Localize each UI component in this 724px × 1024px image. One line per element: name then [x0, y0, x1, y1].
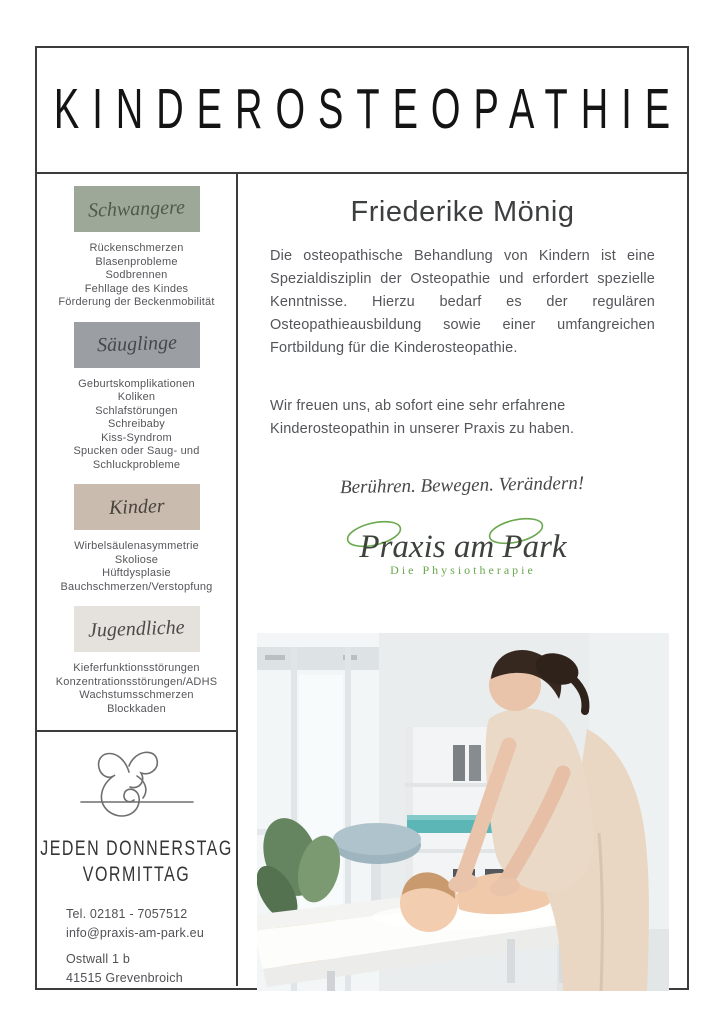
section-schwangere [37, 186, 236, 310]
list-item: Schreibaby [107, 418, 166, 430]
list-item: Koliken [117, 391, 156, 403]
section-list [37, 378, 236, 473]
schedule [37, 837, 236, 889]
section-list [37, 662, 236, 716]
intro-paragraph: Die osteopathische Behandlung von Kindern ist eine Spezialdisziplin der Osteopathie und erfordert spezielle Kenntnisse. Hierzu bedarf es der regulären Osteopathieausbildung sowie einer umfangreichen Fortbildung für die Kinderosteopathie. [270, 248, 655, 356]
list-item: Rückenschmerzen [89, 242, 184, 254]
section-label-box [74, 484, 200, 530]
flyer-frame [35, 46, 689, 990]
praxis-am-park-logo [308, 511, 618, 588]
announcement-paragraph: Wir freuen uns, ab sofort eine sehr erfahrene Kinderosteopathin in unserer Praxis zu haben. [270, 397, 575, 437]
contact-email: info@praxis-am-park.eu [66, 926, 204, 940]
tagline: Berühren. Bewegen. Verändern! [340, 472, 585, 499]
list-item: Spucken oder Saug- und Schluckprobleme [73, 445, 200, 471]
list-item: Wachstumsschmerzen [79, 689, 194, 701]
sidebar [37, 174, 238, 986]
list-item: Hüftdysplasie [102, 567, 171, 579]
list-item: Schlafstörungen [95, 404, 178, 417]
logo-name: Praxis am Park [358, 529, 567, 565]
contact-block [37, 905, 236, 988]
treatment-photo [257, 633, 669, 991]
schedule-line-1: JEDEN DONNERSTAG [40, 838, 233, 861]
contact-phone: Tel. 02181 - 7057512 [66, 907, 188, 921]
list-item: Sodbrennen [105, 269, 168, 281]
section-kinder [37, 484, 236, 594]
section-jugendliche [37, 606, 236, 716]
section-list [37, 540, 236, 594]
section-label-box [74, 606, 200, 652]
mother-child-line-art-icon [37, 742, 236, 833]
section-label: Schwangere [87, 195, 186, 222]
list-item: Fehllage des Kindes [84, 282, 189, 295]
schedule-line-2: VORMITTAG [82, 864, 191, 887]
section-label: Kinder [108, 494, 165, 519]
section-label: Jugendliche [87, 615, 186, 642]
main-content [238, 174, 687, 986]
list-item: Konzentrationsstörungen/ADHS [55, 675, 218, 688]
list-item: Blasenprobleme [95, 255, 178, 268]
list-item: Kieferfunktionsstörungen [73, 662, 200, 674]
section-saeuglinge [37, 322, 236, 473]
list-item: Wirbelsäulenasymmetrie [74, 540, 199, 552]
list-item: Blockkaden [107, 702, 166, 715]
list-item: Geburtskomplikationen [78, 377, 195, 390]
list-item: Bauchschmerzen/Verstopfung [60, 580, 213, 593]
section-label-box [74, 186, 200, 232]
contact-address-line2: 41515 Grevenbroich [66, 971, 183, 985]
list-item: Kiss-Syndrom [101, 431, 172, 444]
section-list [37, 242, 236, 310]
sidebar-divider [37, 730, 236, 732]
logo-subtitle: Die Physiotherapie [389, 563, 536, 577]
list-item: Skoliose [114, 553, 159, 566]
person-name-heading: Friederike Mönig [350, 196, 575, 228]
section-label-box [74, 322, 200, 368]
list-item: Förderung der Beckenmobilität [58, 296, 215, 308]
page-title: KINDEROSTEOPATHIE [53, 77, 684, 141]
header [37, 48, 687, 174]
section-label: Säuglinge [96, 331, 177, 357]
contact-address-line1: Ostwall 1 b [66, 952, 131, 966]
